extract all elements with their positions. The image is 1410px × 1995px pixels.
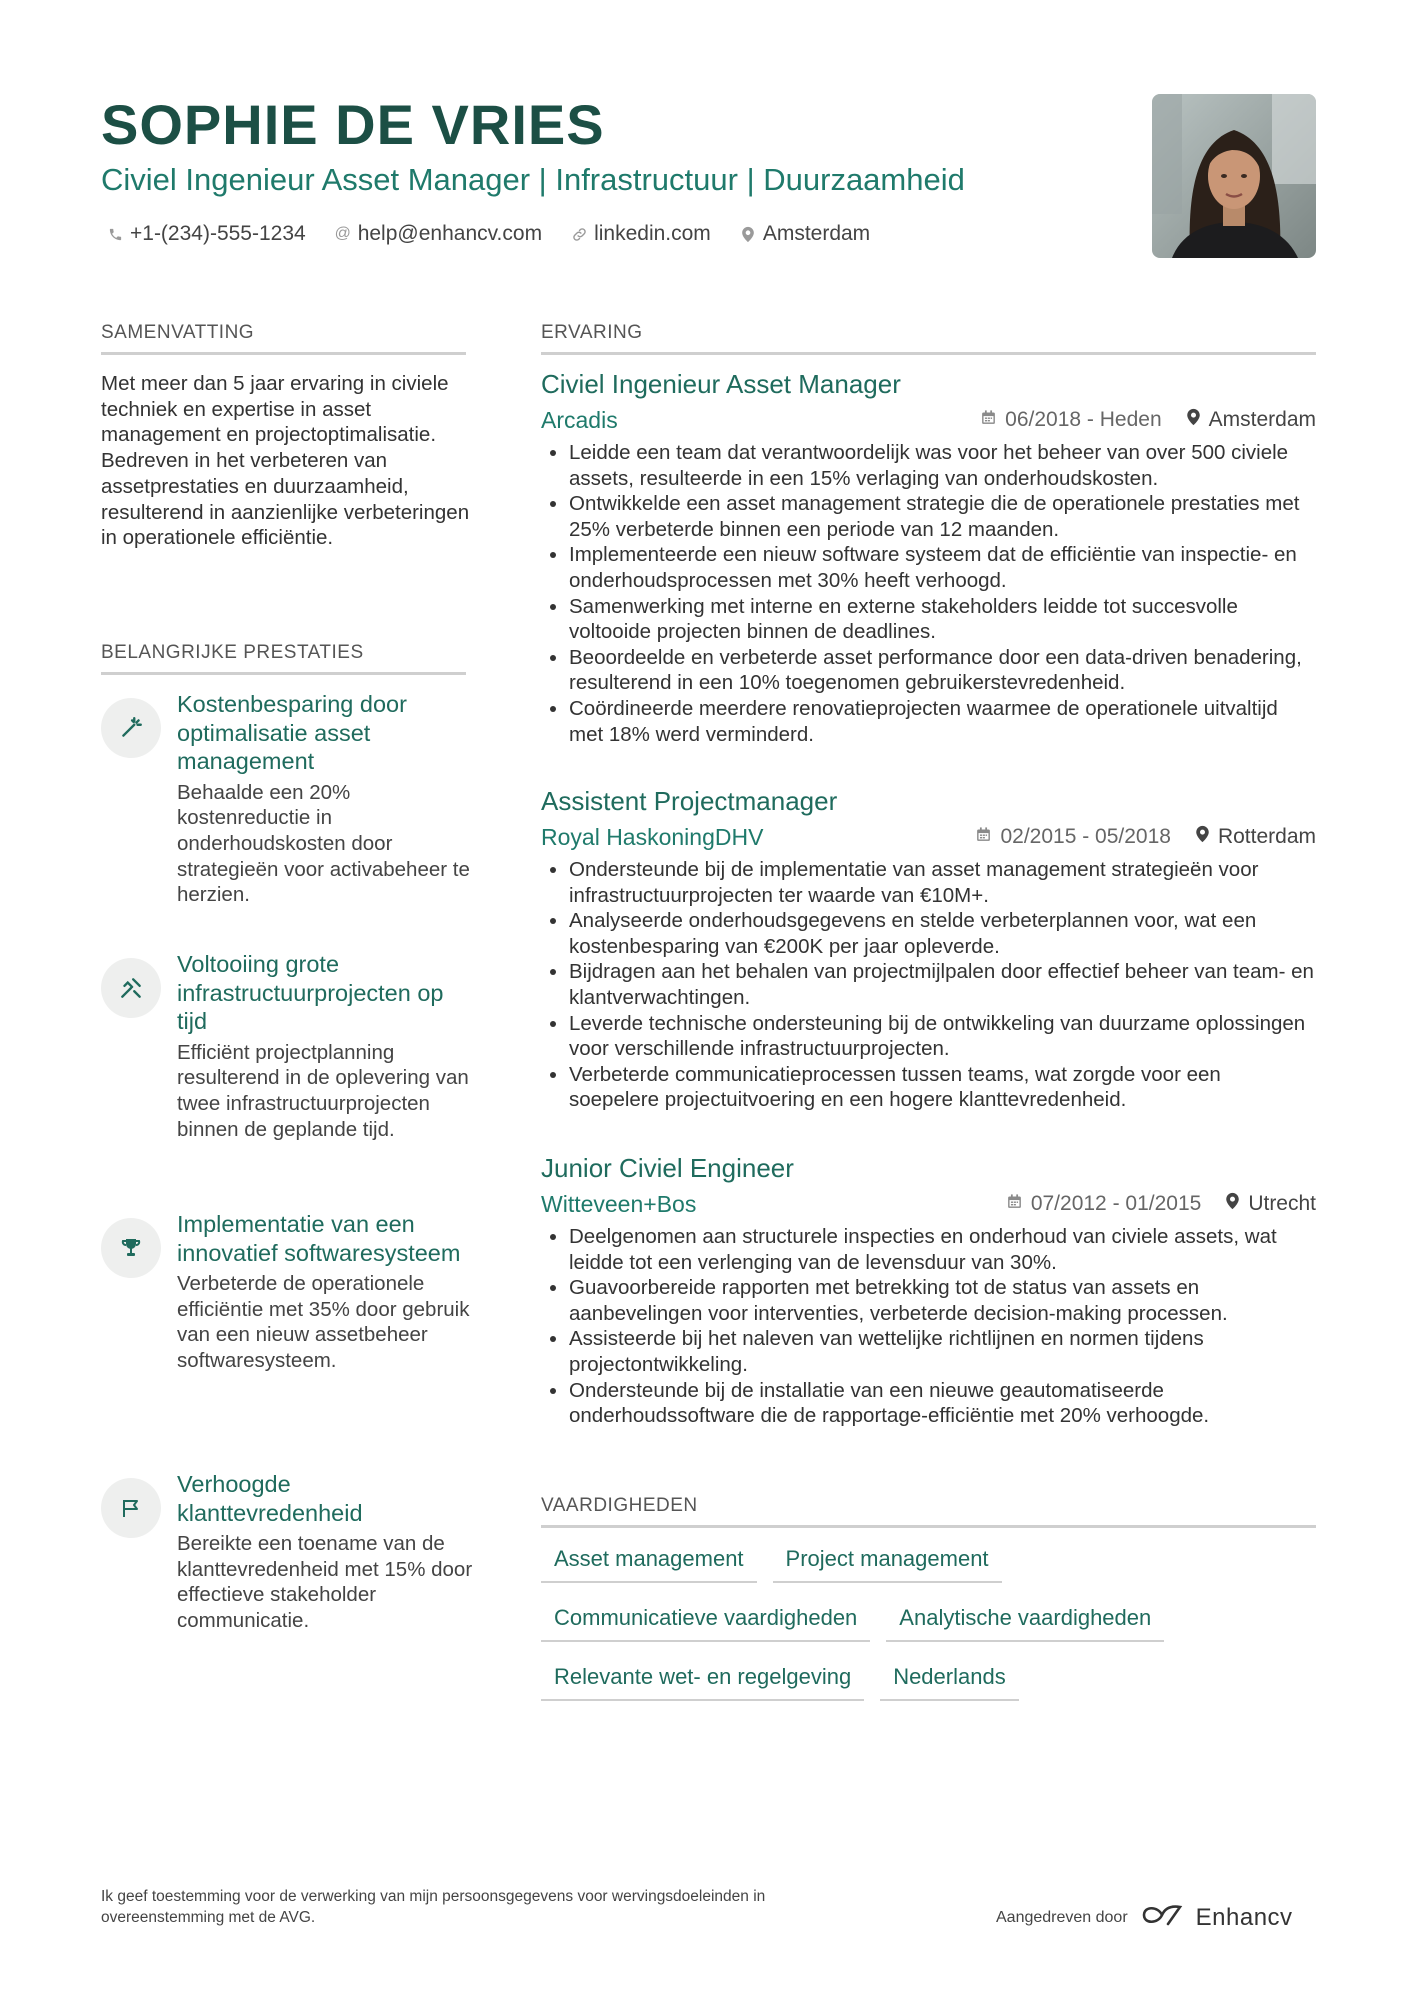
list-item: • Bijdragen aan het behalen van projectmijlpalen door effectief beheer van team- en klantverwachtingen.	[569, 959, 1316, 1010]
job-location: Rotterdam	[1217, 825, 1316, 848]
job-bullets	[541, 1224, 1316, 1429]
contact-email-text[interactable]: help@enhancv.com	[357, 222, 543, 245]
skill-tag: Asset management	[541, 1540, 757, 1583]
list-item: • Assisteerde bij het naleven van wettelijke richtlijnen en normen tijdens projectontwikkeling.	[569, 1326, 1316, 1377]
link-icon	[570, 226, 588, 243]
list-item: • Verbeterde communicatieprocessen tussen teams, wat zorgde voor een soepelere projectuitvoering en een hogere klanttevredenheid.	[569, 1062, 1316, 1113]
phone-icon	[106, 227, 124, 242]
experience-section-title: ERVARING	[541, 320, 1316, 355]
job-location: Amsterdam	[1208, 408, 1316, 431]
list-item: • Ondersteunde bij de installatie van een nieuwe geautomatiseerde onderhoudssoftware die de rapportage-efficiëntie met 20% verhoogde.	[569, 1378, 1316, 1429]
candidate-headline: Civiel Ingenieur Asset Manager | Infrastructuur | Duurzaamheid	[101, 162, 965, 197]
contact-phone	[106, 219, 306, 249]
list-item: • Leidde een team dat verantwoordelijk was voor het beheer van over 500 civiele assets, resulteerde in een 15% verlaging van onderhoudskosten.	[569, 440, 1316, 491]
achievement-description: Efficiënt projectplanning resulterend in de oplevering van twee infrastructuurprojecten binnen de geplande tijd.	[177, 1040, 469, 1141]
achievement-description: Bereikte een toename van de klanttevredenheid met 15% door effectieve stakeholder communicatie.	[177, 1532, 473, 1633]
job-entry	[541, 1152, 1316, 1429]
list-item: • Analyseerde onderhoudsgegevens en stelde verbeterplannen voor, wat een kostenbesparing van €200K per jaar opleverde.	[569, 908, 1316, 959]
skills-section-title: VAARDIGHEDEN	[541, 1493, 1316, 1528]
calendar-icon	[975, 825, 992, 849]
list-item: • Implementeerde een nieuw software systeem dat de efficiëntie van inspectie- en onderhoudsprocessen met 30% heeft verhoogd.	[569, 542, 1316, 593]
contact-location	[739, 219, 870, 249]
company-name: Royal HaskoningDHV	[541, 823, 764, 850]
job-bullets	[541, 857, 1316, 1113]
powered-by[interactable]	[996, 1902, 1293, 1933]
calendar-icon	[980, 408, 997, 432]
list-item: • Ontwikkelde een asset management strategie die de operationele prestaties met 25% verbeterde binnen een periode van 12 maanden.	[569, 491, 1316, 542]
job-title: Junior Civiel Engineer	[541, 1153, 794, 1183]
location-pin-icon	[739, 226, 757, 243]
achievement-title: Verhoogde klanttevredenheid	[177, 1471, 363, 1526]
list-item: • Ondersteunde bij de implementatie van asset management strategieën voor infrastructuurprojecten ter waarde van €10M+.	[569, 857, 1316, 908]
list-item: • Samenwerking met interne en externe stakeholders leidde tot succesvolle voltooide projecten binnen de deadlines.	[569, 594, 1316, 645]
job-dates: 06/2018 - Heden	[1005, 408, 1162, 431]
contact-linkedin[interactable]	[570, 219, 711, 249]
candidate-name: SOPHIE DE VRIES	[101, 93, 605, 156]
enhancv-brand[interactable]: Enhancv	[1195, 1903, 1293, 1931]
location-pin-icon	[1195, 825, 1210, 849]
job-bullets	[541, 440, 1316, 747]
trophy-icon	[101, 1218, 161, 1278]
list-item: • Coördineerde meerdere renovatieprojecten waarmee de operationele uitvaltijd met 18% werd verminderd.	[569, 696, 1316, 747]
skill-tag: Communicatieve vaardigheden	[541, 1599, 870, 1642]
achievements-section-title: BELANGRIJKE PRESTATIES	[101, 640, 466, 675]
achievement-title: Kostenbesparing door optimalisatie asset management	[177, 691, 407, 774]
job-dates: 02/2015 - 05/2018	[1000, 825, 1171, 848]
achievement-description: Behaalde een 20% kostenreductie in onderhoudskosten door strategieën voor activabeheer te herzien.	[177, 780, 470, 907]
skill-tag: Nederlands	[880, 1658, 1019, 1701]
powered-by-label: Aangedreven door	[996, 1908, 1128, 1926]
summary-text: Met meer dan 5 jaar ervaring in civiele techniek en expertise in asset management en projectoptimalisatie. Bedreven in het verbeteren van assetprestaties en duurzaamheid, resulterend in aanzienlijke verbeteringen in operationele efficiëntie.	[101, 372, 470, 550]
skill-tag: Relevante wet- en regelgeving	[541, 1658, 864, 1701]
skill-tag: Project management	[773, 1540, 1002, 1583]
job-entry	[541, 368, 1316, 747]
job-dates: 07/2012 - 01/2015	[1030, 1192, 1202, 1215]
profile-photo	[1152, 94, 1316, 258]
contact-bar	[106, 219, 870, 249]
calendar-icon	[1006, 1192, 1023, 1216]
contact-phone-text: +1-(234)-555-1234	[130, 222, 306, 245]
tools-icon	[101, 958, 161, 1018]
location-pin-icon	[1186, 408, 1201, 432]
achievement-description: Verbeterde de operationele efficiëntie met 35% door gebruik van een nieuw assetbeheer softwaresysteem.	[177, 1272, 470, 1373]
location-pin-icon	[1225, 1192, 1240, 1216]
list-item: • Leverde technische ondersteuning bij de ontwikkeling van duurzame oplossingen voor verschillende infrastructuurprojecten.	[569, 1011, 1316, 1062]
at-icon: @	[334, 225, 351, 242]
list-item: • Deelgenomen aan structurele inspecties en onderhoud van civiele assets, wat leidde tot een verlenging van de levensduur van 30%.	[569, 1224, 1316, 1275]
contact-linkedin-text[interactable]: linkedin.com	[594, 222, 711, 245]
consent-note: Ik geef toestemming voor de verwerking van mijn persoonsgegevens voor wervingsdoeleinden in overeenstemming met de AVG.	[101, 1888, 766, 1926]
list-item: • Guavoorbereide rapporten met betrekking tot de status van assets en aanbevelingen voor interventies, verbeterde decision-making processen.	[569, 1275, 1316, 1326]
list-item: • Beoordeelde en verbeterde asset performance door een data-driven benadering, resulterend in een 10% toegenomen gebruikerstevredenheid.	[569, 645, 1316, 696]
summary-section-title: SAMENVATTING	[101, 320, 466, 355]
skill-tag: Analytische vaardigheden	[886, 1599, 1164, 1642]
achievement-title: Voltooiing grote infrastructuurprojecten op tijd	[177, 951, 444, 1034]
contact-location-text: Amsterdam	[762, 222, 871, 245]
job-location: Utrecht	[1248, 1192, 1316, 1215]
skills-list	[541, 1540, 1316, 1701]
enhancv-logo-icon	[1138, 1902, 1186, 1933]
job-title: Civiel Ingenieur Asset Manager	[541, 369, 901, 399]
job-title: Assistent Projectmanager	[541, 786, 838, 816]
flag-icon	[101, 1478, 161, 1538]
contact-email[interactable]	[334, 219, 542, 249]
company-name: Arcadis	[541, 406, 618, 433]
magic-wand-icon	[101, 698, 161, 758]
job-entry	[541, 785, 1316, 1113]
achievement-title: Implementatie van een innovatief softwaresysteem	[177, 1211, 461, 1266]
company-name: Witteveen+Bos	[541, 1190, 697, 1217]
